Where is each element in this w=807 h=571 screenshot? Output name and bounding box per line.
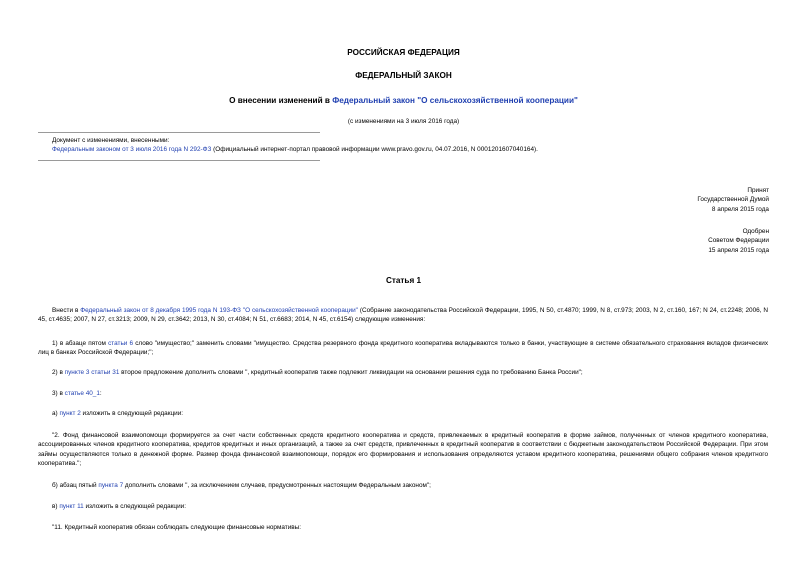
p2-prefix: 1) в абзаце пятом: [52, 340, 109, 347]
changes-line: [52, 145, 772, 154]
adopted-line-2: Государственной Думой: [697, 196, 769, 204]
adopted-line-3: 8 апреля 2015 года: [711, 205, 769, 213]
doc-type-heading: ФЕДЕРАЛЬНЫЙ ЗАКОН: [355, 71, 452, 80]
p2-article-link[interactable]: статьи 6: [108, 340, 134, 347]
article-paragraph-quote-2: "2. Фонд финансовой взаимопомощи формируется за счет части собственных средств кредитного кооператива и средств, привлекаемых в кредитный кооператив в форме займов, полученных от членов кредитного кооператива, ассоциированных членов кредитного кооператива, кредитов кредитных и иных организаций, а также за счет средств, привлеченных в кредитный кооператив в соответствии с бюджетным законодательством Российской Федерации. При этом займы осуществляются только в денежной форме. Размер фонда финансовой взаимопомощи, порядок его формирования и использования определяются уставом кредитного кооператива, решениями общего собрания членов кредитного кооператива.";: [38, 432, 768, 467]
approved-line-1: Одобрен: [742, 228, 769, 235]
p5-point-link[interactable]: пункт 2: [59, 410, 81, 417]
adopted-line-1: Принят: [747, 187, 769, 194]
p3-article-link[interactable]: пункте 3 статьи 31: [64, 369, 120, 376]
p1-law-link[interactable]: Федеральный закон от 8 декабря 1995 года N 193-ФЗ "О сельскохозяйственной кооперации": [80, 307, 358, 314]
p8-prefix: в): [52, 503, 60, 510]
changes-law-link[interactable]: Федеральным законом от 3 июля 2016 года N 292-ФЗ: [52, 146, 212, 154]
changes-bottom-divider: [38, 160, 320, 161]
country-heading: РОССИЙСКАЯ ФЕДЕРАЦИЯ: [347, 48, 460, 57]
document-title: [0, 95, 807, 107]
article-paragraph-3c: [38, 502, 768, 511]
p7-text: дополнить словами ", за исключением случаев, предусмотренных настоящим Федеральным законом";: [123, 482, 431, 489]
article-paragraph-3a: [38, 409, 768, 418]
p7-prefix: б) абзац пятый: [52, 482, 99, 489]
title-law-link[interactable]: Федеральный закон "О сельскохозяйственной кооперации": [332, 96, 578, 105]
changes-box: [52, 136, 772, 155]
p1-text: (Собрание законодательства Российской Федерации, 1995, N 50, ст.4870; 1999, N 8, ст.973; 2003, N 2, ст.160, 167; N 24, ст.2248; 2006, N 45, ст.4635; 2007, N 27, ст.3213; 2009, N 29, ст.3642; 2013, N 30, ст.4084; N 51, ст.6683; 2014, N 45, ст.6154) следующие изменения:: [38, 307, 769, 324]
title-prefix: О внесении изменений в: [229, 96, 333, 105]
p4-article-link[interactable]: статье 40_1: [64, 390, 100, 397]
p1-prefix: Внести в: [52, 307, 81, 314]
article-heading: Статья 1: [385, 276, 422, 285]
p3-prefix: 2) в: [52, 369, 65, 376]
p5-text: изложить в следующей редакции:: [80, 410, 184, 417]
p4-prefix: 3) в: [52, 390, 65, 397]
article-paragraph-2: [38, 368, 768, 377]
adopted-block: [697, 186, 769, 214]
article-paragraph-1: [38, 339, 768, 358]
article-paragraph-quote-11: "11. Кредитный кооператив обязан соблюдать следующие финансовые нормативы:: [52, 524, 302, 531]
changes-source: (Официальный интернет-портал правовой информации www.pravo.gov.ru, 04.07.2016, N 0001201607040164).: [211, 146, 538, 154]
document-subtitle: (с изменениями на 3 июля 2016 года): [347, 118, 460, 125]
p4-text: :: [99, 390, 102, 397]
p2-text: слово "имущество;" заменить словами "имущество. Средства резервного фонда кредитного кооператива вкладываются только в банки, участвующие в системе обязательного страхования вкладов физических лиц в банках Российской Федерации;";: [38, 340, 769, 357]
changes-label: Документ с изменениями, внесенными:: [52, 137, 170, 144]
p7-point-link[interactable]: пункта 7: [98, 482, 124, 489]
p8-text: изложить в следующей редакции:: [83, 503, 186, 510]
changes-top-divider: [38, 132, 320, 133]
p8-point-link[interactable]: пункт 11: [59, 503, 84, 510]
approved-line-3: 15 апреля 2015 года: [708, 246, 769, 254]
approved-block: [708, 227, 769, 255]
p3-text: второе предложение дополнить словами ", кредитный кооператив также подлежит ликвидации на основании решения суда по требованию Банка России";: [119, 369, 583, 376]
article-paragraph-intro: [38, 306, 768, 325]
approved-line-2: Советом Федерации: [708, 237, 769, 245]
article-paragraph-3b: [38, 481, 768, 490]
article-paragraph-3: [38, 389, 768, 398]
p5-prefix: а): [52, 410, 60, 417]
